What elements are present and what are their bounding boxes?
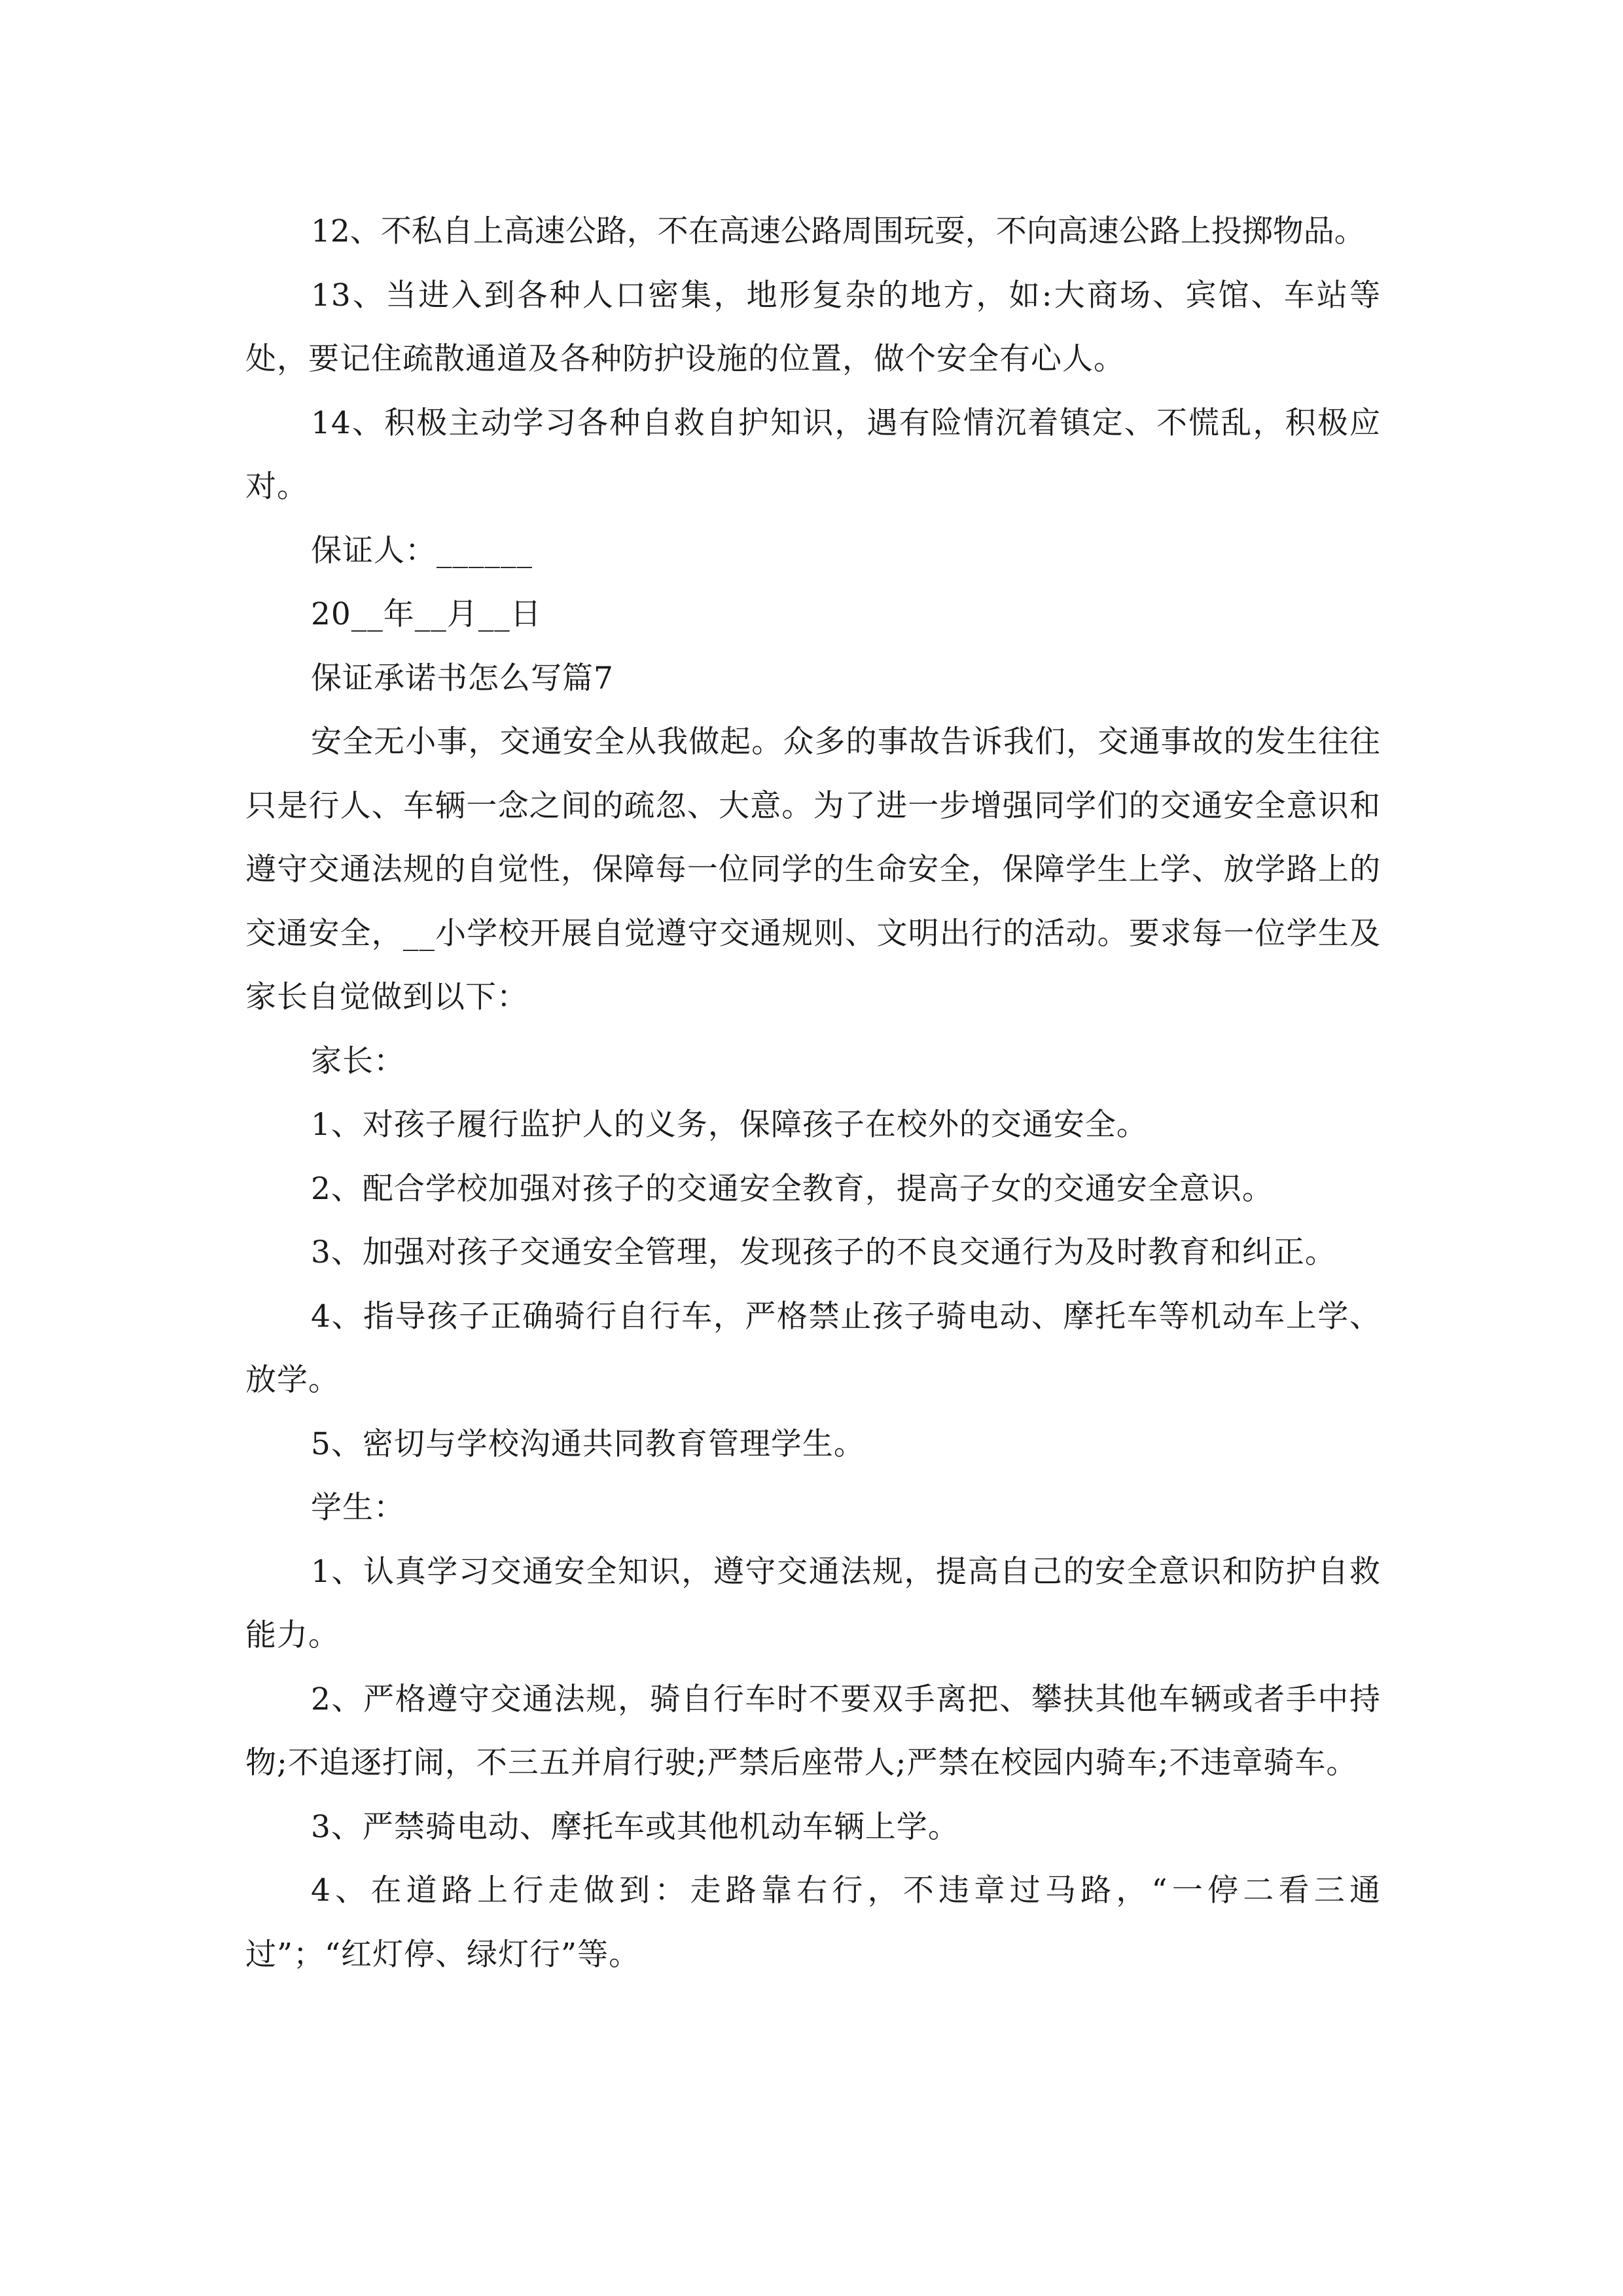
students-item-3: 3、严禁骑电动、摩托车或其他机动车辆上学。 [311, 1808, 959, 1845]
students-heading: 学生： [311, 1490, 405, 1526]
guarantor-signature-line: 保证人：______ [311, 532, 533, 569]
students-item-4: 4、在道路上行走做到：走路靠右行，不违章过马路，“一停二看三通过”；“红灯停、绿灯行”等。 [245, 1873, 1381, 1973]
students-item-1: 1、认真学习交通安全知识，遵守交通法规，提高自己的安全意识和防护自救能力。 [245, 1553, 1381, 1653]
paragraph-item-13: 13、当进入到各种人口密集，地形复杂的地方，如:大商场、宾馆、车站等处，要记住疏散通道及各种防护设施的位置，做个安全有心人。 [245, 277, 1381, 377]
parents-item-5: 5、密切与学校沟通共同教育管理学生。 [311, 1426, 865, 1462]
intro-paragraph: 安全无小事，交通安全从我做起。众多的事故告诉我们，交通事故的发生往往只是行人、车辆一念之间的疏忽、大意。为了进一步增强同学们的交通安全意识和遵守交通法规的自觉性，保障每一位同学的生命安全，保障学生上学、放学路上的交通安全，__小学校开展自觉遵守交通规则、文明出行的活动。要求每一位学生及家长自觉做到以下： [245, 724, 1381, 1015]
document-body [245, 200, 1381, 1986]
parents-item-3: 3、加强对孩子交通安全管理，发现孩子的不良交通行为及时教育和纠正。 [311, 1234, 1336, 1270]
parents-heading: 家长： [311, 1043, 405, 1079]
paragraph-item-12: 12、不私自上高速公路，不在高速公路周围玩耍，不向高速公路上投掷物品。 [311, 213, 1365, 249]
date-line: 20__年__月__日 [311, 596, 542, 632]
parents-item-2: 2、配合学校加强对孩子的交通安全教育，提高子女的交通安全意识。 [311, 1170, 1274, 1207]
section-title: 保证承诺书怎么写篇7 [311, 660, 614, 696]
students-item-2: 2、严格遵守交通法规，骑自行车时不要双手离把、攀扶其他车辆或者手中持物;不追逐打闹，不三五并肩行驶;严禁后座带人;严禁在校园内骑车;不违章骑车。 [245, 1681, 1381, 1781]
parents-item-4: 4、指导孩子正确骑行自行车，严格禁止孩子骑电动、摩托车等机动车上学、放学。 [245, 1298, 1381, 1398]
parents-item-1: 1、对孩子履行监护人的义务，保障孩子在校外的交通安全。 [311, 1107, 1148, 1143]
paragraph-item-14: 14、积极主动学习各种自救自护知识，遇有险情沉着镇定、不慌乱，积极应对。 [245, 404, 1381, 505]
